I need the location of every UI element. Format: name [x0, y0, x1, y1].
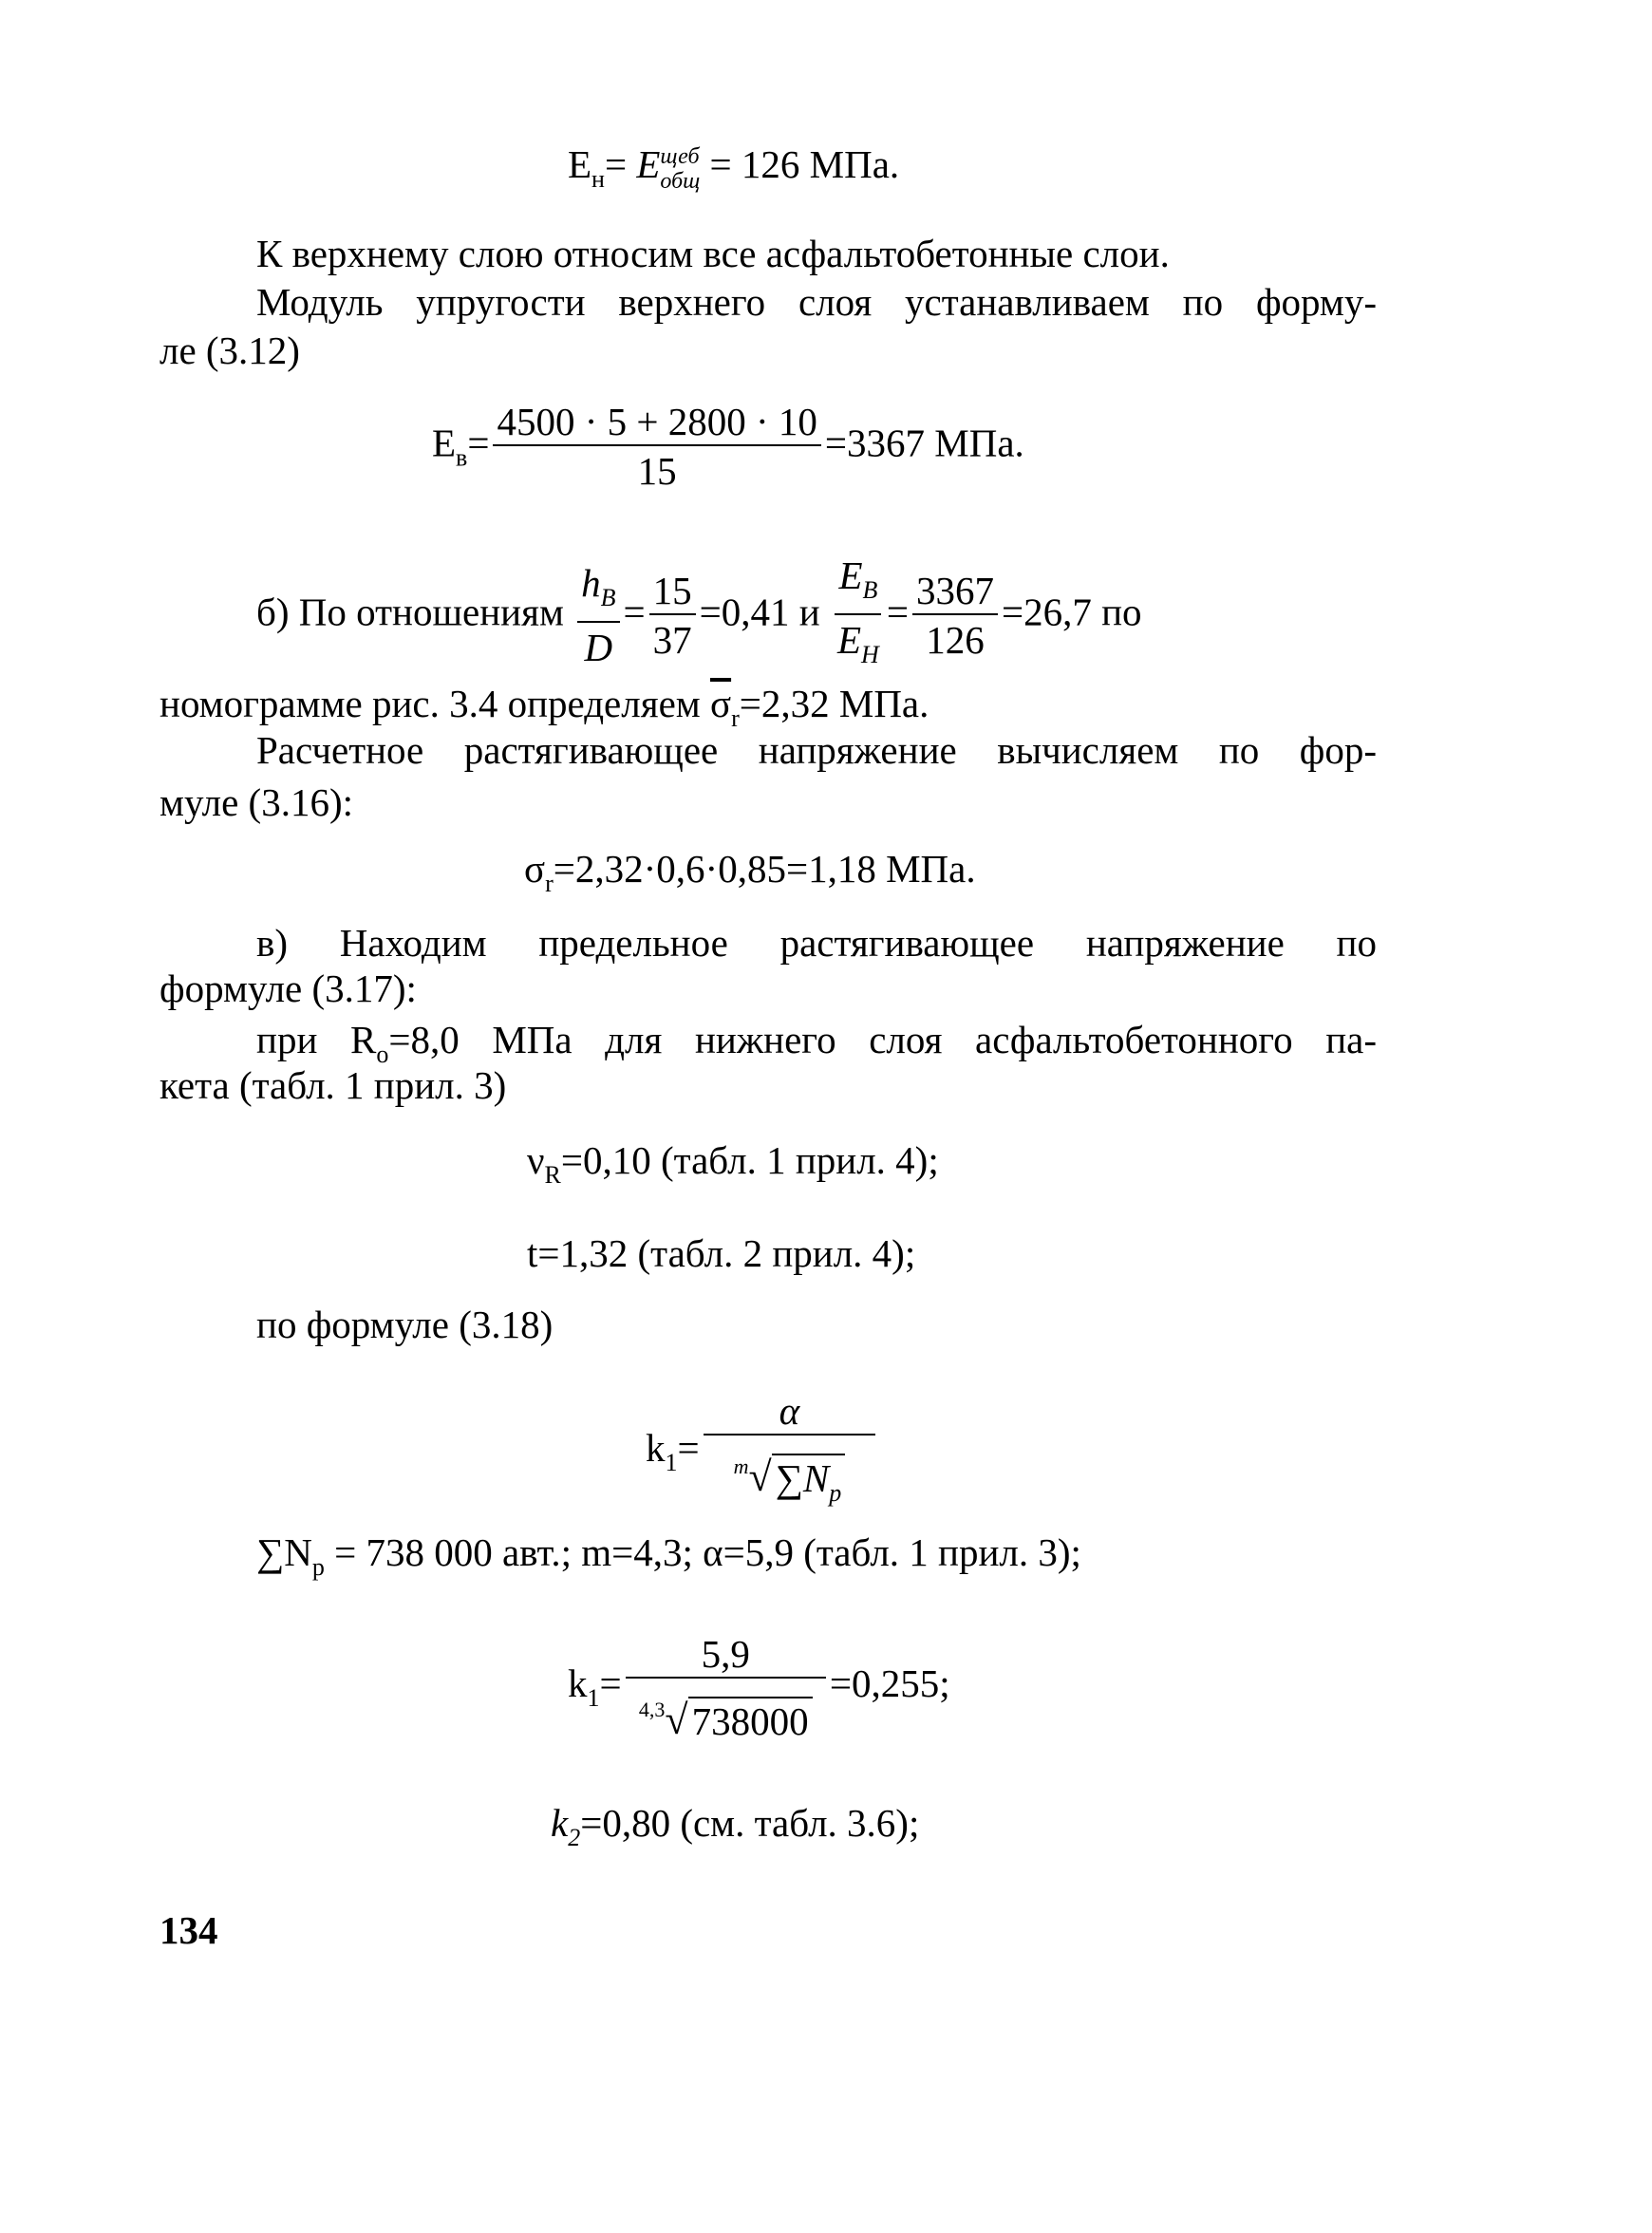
subscript: r	[731, 704, 740, 732]
paragraph: ле (3.12)	[160, 328, 300, 372]
denominator: 15	[637, 449, 677, 493]
subscript: н	[591, 165, 605, 193]
result: =0,255;	[829, 1661, 950, 1705]
text: номограмме рис. 3.4 определяем	[160, 682, 710, 725]
subscript: 1	[587, 1683, 600, 1712]
formula-vr	[527, 1136, 939, 1199]
numerator: h	[581, 561, 601, 605]
root	[639, 1697, 813, 1744]
symbol: E	[432, 421, 457, 465]
fraction	[649, 568, 696, 665]
text: =0,10 (табл. 1 прил. 4);	[560, 1138, 939, 1182]
subscript: В	[862, 576, 878, 604]
denominator: 37	[652, 618, 692, 662]
denominator: E	[837, 618, 862, 662]
text: при R	[256, 1018, 377, 1061]
text: =2,32·0,6·0,85=1,18 МПа.	[553, 847, 976, 891]
equals: =	[886, 590, 909, 634]
subscript: общ	[660, 168, 701, 194]
numerator: 4500 · 5 + 2800 · 10	[493, 399, 820, 446]
paragraph: Расчетное растягивающее напряжение вычисляем по фор-	[256, 728, 1377, 772]
numerator: 15	[649, 568, 696, 615]
fraction	[493, 399, 820, 496]
root-index: 4,3	[638, 1698, 666, 1721]
numerator: E	[838, 554, 863, 597]
formula-k1-value	[568, 1631, 950, 1744]
formula-ev	[432, 399, 1024, 496]
paragraph: в) Находим предельное растягивающее напряжение по	[256, 921, 1377, 965]
denominator: D	[584, 626, 613, 669]
fraction	[834, 553, 883, 680]
symbol: k	[568, 1661, 588, 1705]
root-index: m	[733, 1454, 749, 1478]
result: =26,7 по	[1001, 590, 1142, 634]
page-number: 134	[160, 1908, 218, 1952]
paragraph: муле (3.16):	[160, 780, 353, 824]
fraction	[912, 568, 998, 665]
radical-sign: √	[665, 1697, 688, 1743]
subscript: o	[376, 1041, 389, 1068]
fraction	[704, 1388, 876, 1516]
subscript: Н	[861, 641, 879, 668]
superscript: щеб	[660, 143, 700, 169]
subscript: 2	[568, 1824, 581, 1851]
formula-sigma	[524, 845, 976, 908]
numerator: 5,9	[626, 1631, 826, 1679]
paragraph: формуле (3.17):	[160, 966, 417, 1010]
equals: =	[599, 1661, 622, 1705]
equals: =	[677, 1425, 700, 1470]
paragraph	[256, 1529, 1081, 1591]
formula-k2	[551, 1799, 919, 1862]
result: =0,41 и	[699, 590, 820, 634]
radicand: ∑N	[775, 1456, 830, 1500]
symbol: ν	[527, 1138, 545, 1182]
subscript: R	[544, 1161, 561, 1189]
paragraph: кета (табл. 1 прил. 3)	[160, 1063, 507, 1107]
subscript: p	[829, 1479, 842, 1507]
subscript: 1	[665, 1448, 678, 1476]
numerator: 3367	[912, 568, 998, 615]
result: = 126 МПа.	[700, 142, 900, 186]
subscript: r	[545, 870, 554, 897]
paragraph: по формуле (3.18)	[256, 1303, 554, 1346]
text: = 738 000 авт.; m=4,3; α=5,9 (табл. 1 прил. 3);	[324, 1530, 1081, 1574]
equals: =	[623, 590, 646, 634]
fraction	[577, 560, 619, 672]
label: б) По отношениям	[256, 590, 564, 634]
subscript: p	[311, 1553, 325, 1581]
equals: =	[604, 142, 637, 186]
text: ∑N	[256, 1530, 312, 1574]
paragraph: К верхнему слою относим все асфальтобетонные слои.	[256, 232, 1170, 275]
formula-t: t=1,32 (табл. 2 прил. 4);	[527, 1231, 916, 1275]
symbol: σ	[524, 847, 546, 891]
formula-en	[568, 141, 899, 203]
subscript: В	[600, 584, 616, 611]
text: =0,80 (см. табл. 3.6);	[580, 1801, 920, 1845]
symbol: E	[636, 142, 661, 186]
radical-sign: √	[748, 1454, 772, 1500]
fraction	[626, 1631, 826, 1744]
result: =3367 МПа.	[824, 421, 1024, 465]
ratios-line	[256, 553, 1142, 680]
subscript: в	[456, 443, 468, 472]
symbol: $\overline{\sigma}$	[709, 682, 732, 725]
equals: =	[467, 421, 490, 465]
root	[734, 1454, 846, 1516]
radicand: 738000	[688, 1697, 813, 1744]
text: =2,32 МПа.	[739, 682, 929, 725]
symbol: k	[551, 1801, 569, 1845]
denominator: 126	[926, 618, 985, 662]
symbol: k	[646, 1425, 666, 1470]
formula-k1	[646, 1388, 879, 1516]
paragraph: Модуль упругости верхнего слоя устанавливаем по форму-	[256, 280, 1377, 324]
numerator: α	[704, 1388, 876, 1436]
symbol: E	[568, 142, 592, 186]
text: =8,0 МПа для нижнего слоя асфальтобетонного па-	[388, 1018, 1377, 1061]
